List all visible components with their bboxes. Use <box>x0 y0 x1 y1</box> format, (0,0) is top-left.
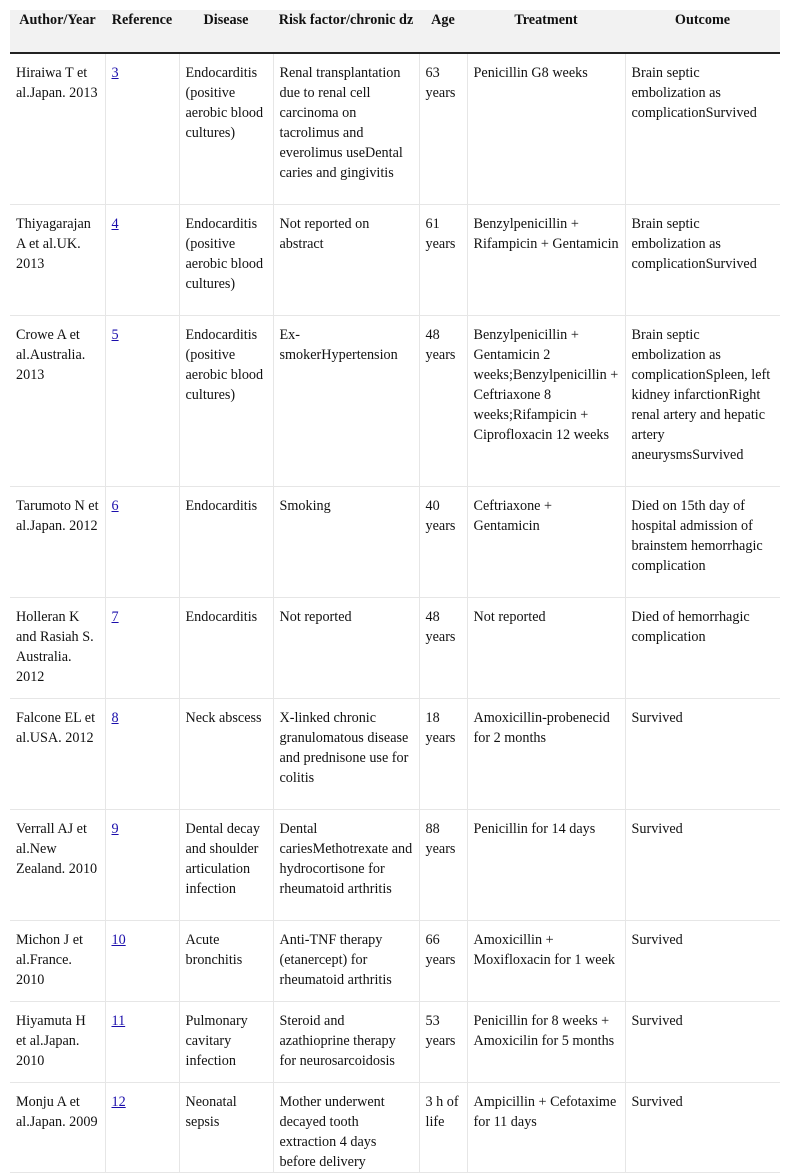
cell-author: Crowe A et al.Australia. 2013 <box>10 315 105 486</box>
cell-treatment: Benzylpenicillin + Rifampicin + Gentamicin <box>467 204 625 315</box>
cell-risk-factor: Dental cariesMethotrexate and hydrocortisone for rheumatoid arthritis <box>273 809 419 920</box>
cell-treatment: Ceftriaxone + Gentamicin <box>467 486 625 597</box>
cell-disease: Neonatal sepsis <box>179 1082 273 1172</box>
cell-outcome: Survived <box>625 920 780 1001</box>
cell-outcome: Brain septic embolization as complicationSpleen, left kidney infarctionRight renal artery and hepatic artery aneurysmsSurvived <box>625 315 780 486</box>
cell-reference <box>105 597 179 698</box>
header-disease: Disease <box>179 10 273 53</box>
cell-age: 18 years <box>419 698 467 809</box>
reference-link[interactable]: 12 <box>111 1093 126 1110</box>
table-row <box>10 597 780 698</box>
cell-outcome: Survived <box>625 1001 780 1082</box>
cell-outcome: Brain septic embolization as complicationSurvived <box>625 204 780 315</box>
cell-author: Thiyagarajan A et al.UK. 2013 <box>10 204 105 315</box>
cell-treatment: Ampicillin + Cefotaxime for 11 days <box>467 1082 625 1172</box>
cell-reference <box>105 53 179 204</box>
header-treatment: Treatment <box>467 10 625 53</box>
table-row <box>10 1001 780 1082</box>
cell-author: Tarumoto N et al.Japan. 2012 <box>10 486 105 597</box>
reference-link[interactable]: 9 <box>111 820 119 837</box>
table-header-row <box>10 10 780 53</box>
reference-link[interactable]: 4 <box>111 215 119 232</box>
cell-author: Verrall AJ et al.New Zealand. 2010 <box>10 809 105 920</box>
cell-reference <box>105 698 179 809</box>
cell-treatment: Benzylpenicillin + Gentamicin 2 weeks;Benzylpenicillin + Ceftriaxone 8 weeks;Rifampicin + Ciprofloxacin 12 weeks <box>467 315 625 486</box>
cell-age: 66 years <box>419 920 467 1001</box>
cell-risk-factor: Mother underwent decayed tooth extraction 4 days before delivery <box>273 1082 419 1172</box>
table-row <box>10 920 780 1001</box>
cell-disease: Endocarditis <box>179 486 273 597</box>
cell-age: 3 h of life <box>419 1082 467 1172</box>
cell-treatment: Penicillin G8 weeks <box>467 53 625 204</box>
cell-disease: Endocarditis <box>179 597 273 698</box>
cell-disease: Dental decay and shoulder articulation infection <box>179 809 273 920</box>
cell-outcome: Brain septic embolization as complicationSurvived <box>625 53 780 204</box>
cell-treatment: Not reported <box>467 597 625 698</box>
reference-link[interactable]: 8 <box>111 709 119 726</box>
header-author-year: Author/Year <box>10 10 105 53</box>
cell-outcome: Survived <box>625 809 780 920</box>
cell-risk-factor: Not reported <box>273 597 419 698</box>
case-reports-table <box>10 10 780 1173</box>
cell-treatment: Penicillin for 14 days <box>467 809 625 920</box>
cell-author: Michon J et al.France. 2010 <box>10 920 105 1001</box>
cell-age: 40 years <box>419 486 467 597</box>
cell-outcome: Survived <box>625 1082 780 1172</box>
cell-age: 61 years <box>419 204 467 315</box>
cell-risk-factor: X-linked chronic granulomatous disease and prednisone use for colitis <box>273 698 419 809</box>
cell-treatment: Penicillin for 8 weeks + Amoxicilin for 5 months <box>467 1001 625 1082</box>
table-row <box>10 1082 780 1172</box>
reference-link[interactable]: 11 <box>111 1012 126 1029</box>
cell-reference <box>105 486 179 597</box>
header-reference: Reference <box>105 10 179 53</box>
header-risk-factor: Risk factor/chronic dz <box>273 10 419 53</box>
header-age: Age <box>419 10 467 53</box>
cell-age: 48 years <box>419 597 467 698</box>
cell-disease: Acute bronchitis <box>179 920 273 1001</box>
cell-age: 63 years <box>419 53 467 204</box>
table-row <box>10 315 780 486</box>
cell-disease: Neck abscess <box>179 698 273 809</box>
cell-author: Hiraiwa T et al.Japan. 2013 <box>10 53 105 204</box>
cell-outcome: Died of hemorrhagic complication <box>625 597 780 698</box>
cell-reference <box>105 315 179 486</box>
cell-disease: Endocarditis (positive aerobic blood cultures) <box>179 315 273 486</box>
cell-age: 53 years <box>419 1001 467 1082</box>
cell-outcome: Died on 15th day of hospital admission of brainstem hemorrhagic complication <box>625 486 780 597</box>
cell-treatment: Amoxicillin + Moxifloxacin for 1 week <box>467 920 625 1001</box>
cell-author: Holleran K and Rasiah S. Australia. 2012 <box>10 597 105 698</box>
cell-disease: Pulmonary cavitary infection <box>179 1001 273 1082</box>
cell-treatment: Amoxicillin-probenecid for 2 months <box>467 698 625 809</box>
reference-link[interactable]: 6 <box>111 497 119 514</box>
table-row <box>10 486 780 597</box>
cell-risk-factor: Anti-TNF therapy (etanercept) for rheumatoid arthritis <box>273 920 419 1001</box>
cell-reference <box>105 809 179 920</box>
reference-link[interactable]: 7 <box>111 608 119 625</box>
cell-author: Hiyamuta H et al.Japan. 2010 <box>10 1001 105 1082</box>
case-table-container <box>10 10 780 1173</box>
cell-disease: Endocarditis (positive aerobic blood cultures) <box>179 53 273 204</box>
cell-age: 88 years <box>419 809 467 920</box>
reference-link[interactable]: 5 <box>111 326 119 343</box>
cell-risk-factor: Steroid and azathioprine therapy for neurosarcoidosis <box>273 1001 419 1082</box>
cell-risk-factor: Ex-smokerHypertension <box>273 315 419 486</box>
cell-reference <box>105 920 179 1001</box>
cell-risk-factor: Not reported on abstract <box>273 204 419 315</box>
cell-reference <box>105 1001 179 1082</box>
cell-age: 48 years <box>419 315 467 486</box>
header-outcome: Outcome <box>625 10 780 53</box>
cell-risk-factor: Smoking <box>273 486 419 597</box>
reference-link[interactable]: 3 <box>111 65 119 81</box>
table-row <box>10 698 780 809</box>
table-row <box>10 53 780 204</box>
table-row <box>10 809 780 920</box>
cell-author: Monju A et al.Japan. 2009 <box>10 1082 105 1172</box>
reference-link[interactable]: 10 <box>111 931 126 948</box>
cell-reference <box>105 204 179 315</box>
table-row <box>10 204 780 315</box>
cell-disease: Endocarditis (positive aerobic blood cultures) <box>179 204 273 315</box>
cell-author: Falcone EL et al.USA. 2012 <box>10 698 105 809</box>
cell-reference <box>105 1082 179 1172</box>
cell-risk-factor: Renal transplantation due to renal cell carcinoma on tacrolimus and everolimus useDental caries and gingivitis <box>273 53 419 204</box>
cell-outcome: Survived <box>625 698 780 809</box>
